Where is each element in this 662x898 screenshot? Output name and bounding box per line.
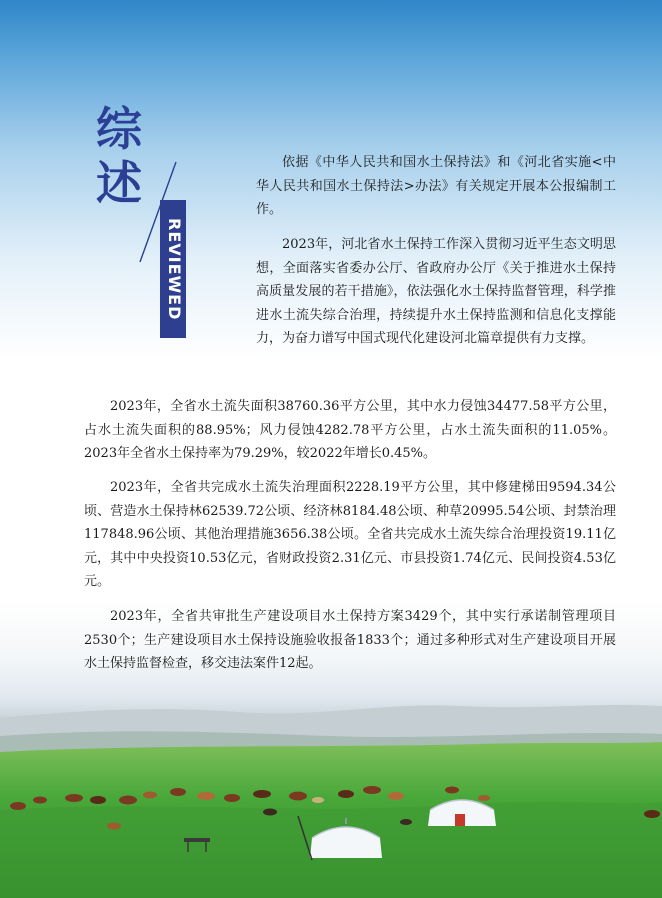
- heading-char-1: 综: [96, 102, 144, 156]
- heading-char-2: 述: [96, 156, 144, 210]
- paragraph-erosion-area: 2023年，全省水土流失面积38760.36平方公里，其中水力侵蚀34477.58平方公里，占水土流失面积的88.95%；风力侵蚀4282.78平方公里，占水土流失面积的11.05%。2023年全省水土保持率为79.29%，较2022年增长0.45%。: [84, 399, 616, 461]
- paragraph-basis: 依据《中华人民共和国水土保持法》和《河北省实施<中华人民共和国水土保持法>办法》有关规定开展本公报编制工作。: [256, 155, 616, 217]
- paragraph-governance: 2023年，全省共完成水土流失治理面积2228.19平方公里，其中修建梯田9594.34公顷、营造水土保持林62539.72公顷、经济林8184.48公顷、种草20995.54公顷、封禁治理117848.96公顷、其他治理措施3656.38公顷。全省共完成水土流失综合治理投资19.11亿元，其中中央投资10.53亿元，省财政投资2.31亿元、市县投资1.74亿元、民间投资4.53亿元。: [84, 480, 616, 589]
- reviewed-label: REVIEWED: [165, 217, 184, 321]
- paragraph-supervision: 2023年，全省共审批生产建设项目水土保持方案3429个，其中实行承诺制管理项目2530个；生产建设项目水土保持设施验收报备1833个；通过多种形式对生产建设项目开展水土保持监督检查，移交违法案件12起。: [84, 609, 616, 671]
- paragraph-overview: 2023年，河北省水土保持工作深入贯彻习近平生态文明思想，全面落实省委办公厅、省政府办公厅《关于推进水土保持高质量发展的若干措施》，依法强化水土保持监督管理，科学推进水土流失综合治理，持续提升水土保持监测和信息化支撑能力，为奋力谱写中国式现代化建设河北篇章提供有力支撑。: [256, 237, 616, 346]
